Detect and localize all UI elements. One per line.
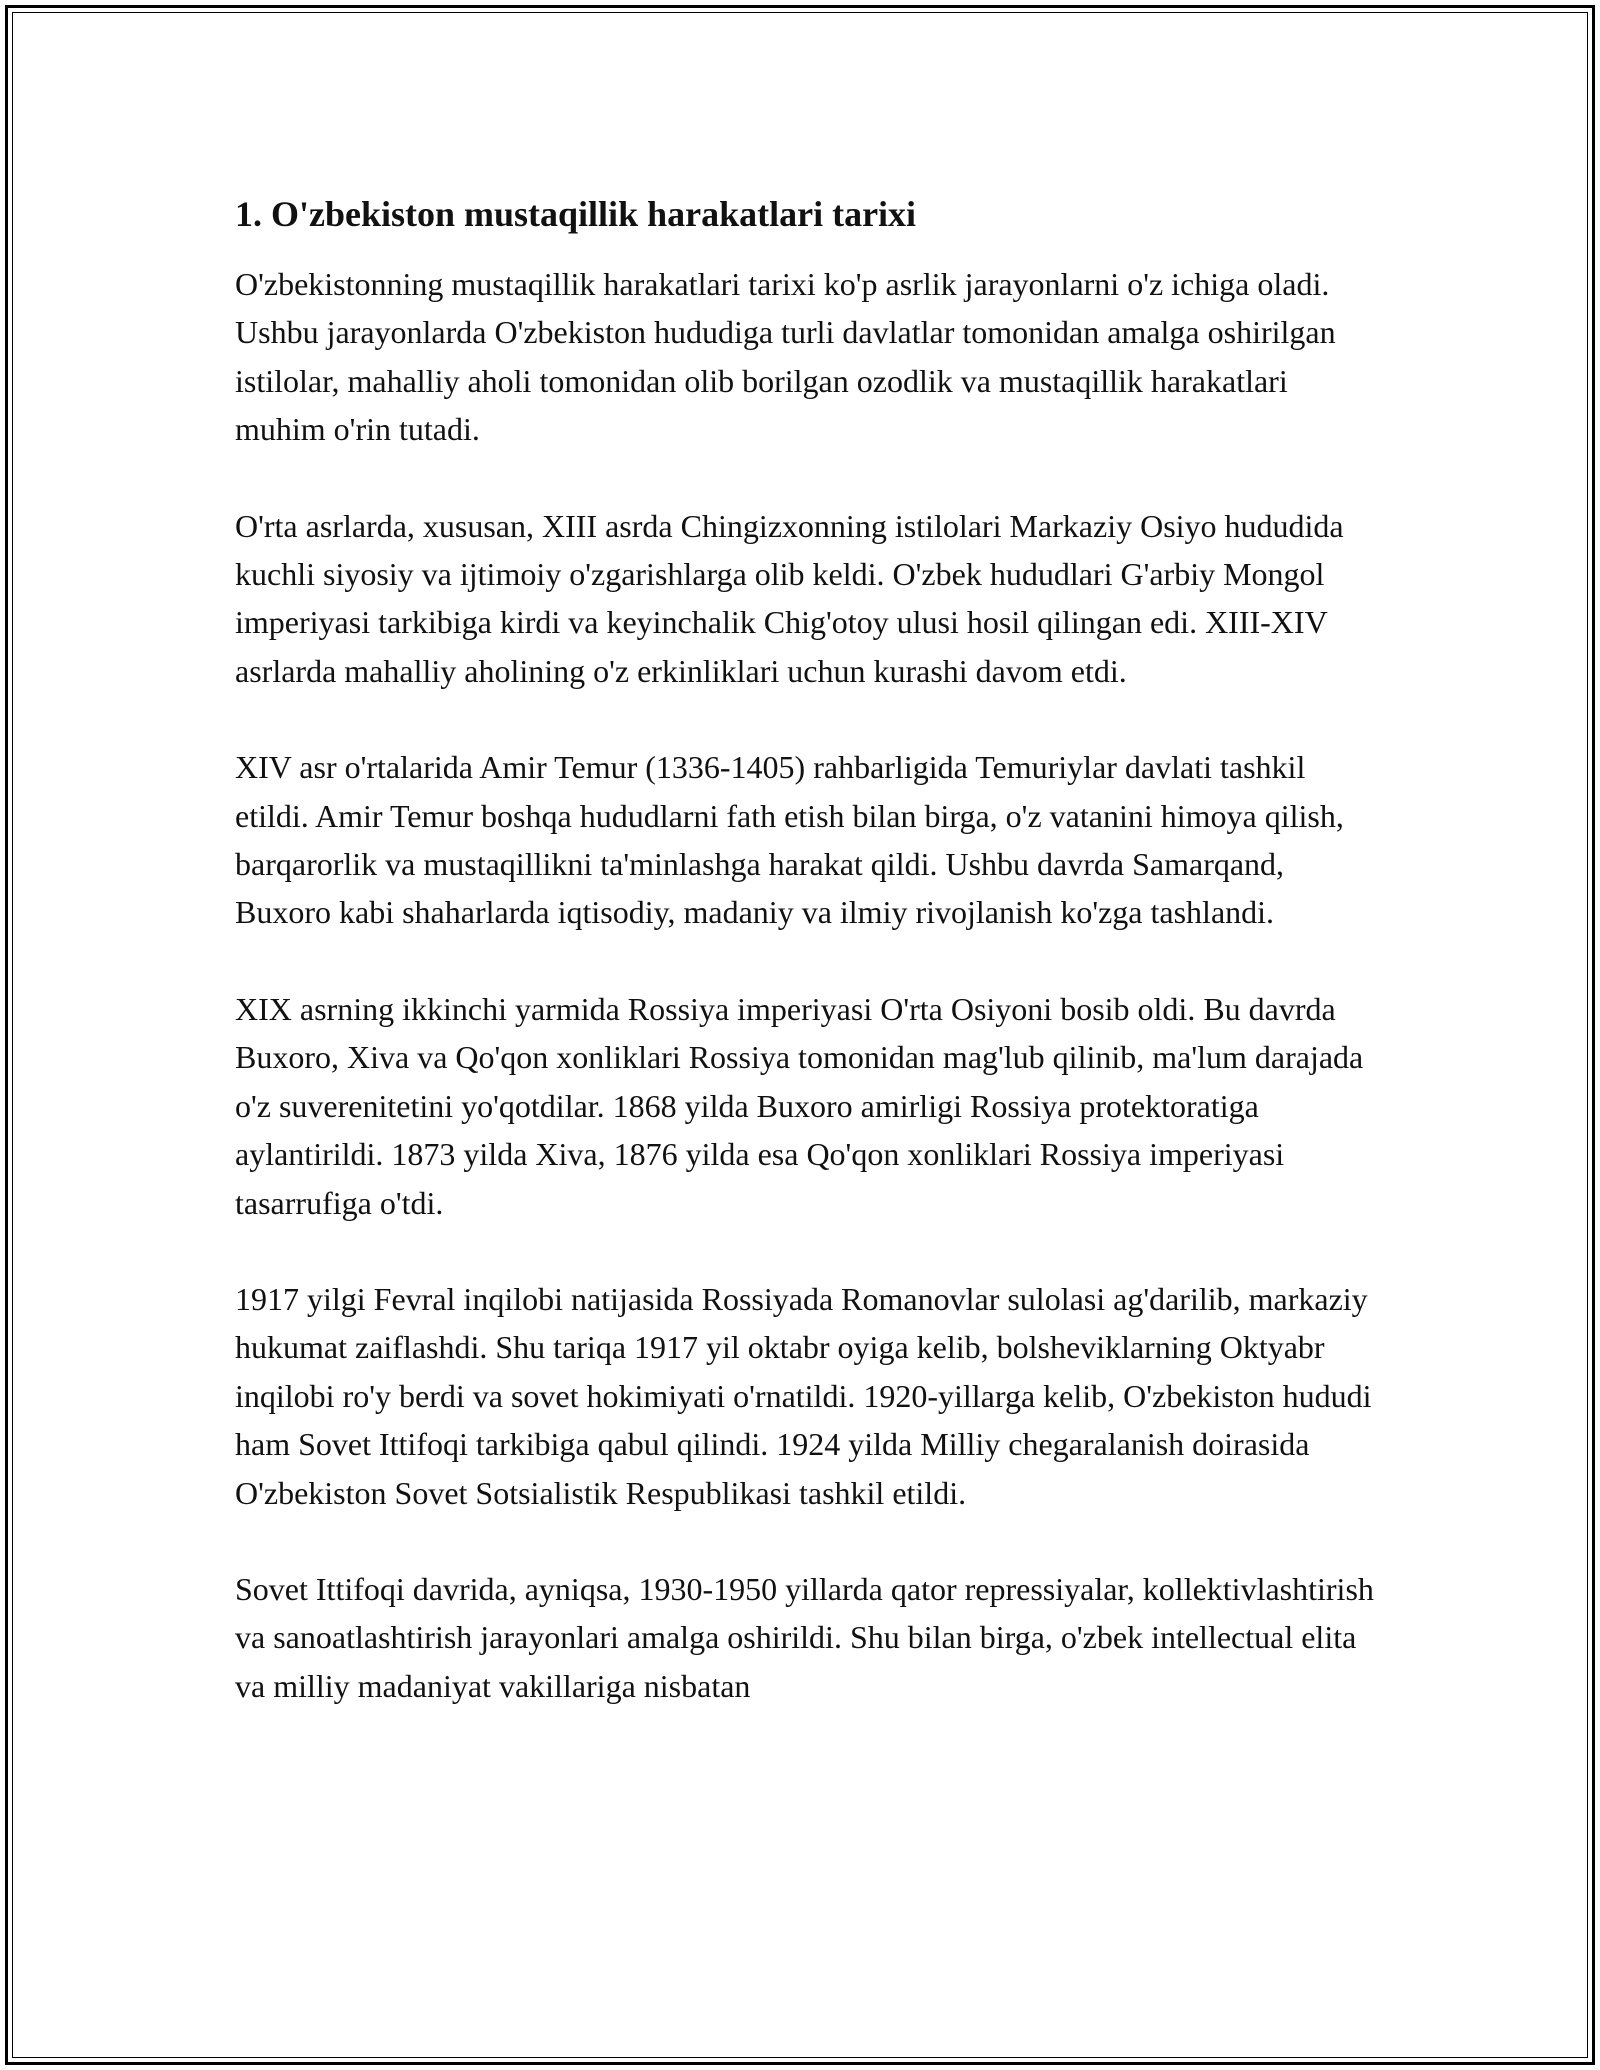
paragraph-6: Sovet Ittifoqi davrida, ayniqsa, 1930-1950 yillarda qator repressiyalar, kollektivlashtirish va sanoatlashtirish jarayonlari amalga oshirildi. Shu bilan birga, o'zbek intellectual elita va milliy madaniyat vakillariga nisbatan [235,1570,1374,1704]
document-body [235,188,1375,1758]
paragraph-3: XIV asr o'rtalarida Amir Temur (1336-1405) rahbarligida Temuriylar davlati tashkil etildi. Amir Temur boshqa hududlarni fath etish bilan birga, o'z vatanini himoya qilish, barqarorlik va mustaqillikni ta'minlashga harakat qildi. Ushbu davrda Samarqand, Buxoro kabi shaharlarda iqtisodiy, madaniy va ilmiy rivojlanish ko'zga tashlandi. [235,749,1344,931]
paragraph-2: O'rta asrlarda, xususan, XIII asrda Chingizxonning istilolari Markaziy Osiyo hududida kuchli siyosiy va ijtimoiy o'zgarishlarga olib keldi. O'zbek hududlari G'arbiy Mongol imperiyasi tarkibiga kirdi va keyinchalik Chig'otoy ulusi hosil qilingan edi. XIII-XIV asrlarda mahalliy aholining o'z erkinliklari uchun kurashi davom etdi. [235,507,1344,689]
section-title: 1. O'zbekiston mustaqillik harakatlari tarixi [235,194,917,234]
paragraph-5: 1917 yilgi Fevral inqilobi natijasida Rossiyada Romanovlar sulolasi ag'darilib, markaziy hukumat zaiflashdi. Shu tariqa 1917 yil oktabr oyiga kelib, bolsheviklarning Oktyabr inqilobi ro'y berdi va sovet hokimiyati o'rnatildi. 1920-yillarga kelib, O'zbekiston hududi ham Sovet Ittifoqi tarkibiga qabul qilindi. 1924 yilda Milliy chegaralanish doirasida O'zbekiston Sovet Sotsialistik Respublikasi tashkil etildi. [235,1280,1372,1511]
paragraph-4: XIX asrning ikkinchi yarmida Rossiya imperiyasi O'rta Osiyoni bosib oldi. Bu davrda Buxoro, Xiva va Qo'qon xonliklari Rossiya tomonidan mag'lub qilinib, ma'lum darajada o'z suverenitetini yo'qotdilar. 1868 yilda Buxoro amirligi Rossiya protektoratiga aylantirildi. 1873 yilda Xiva, 1876 yilda esa Qo'qon xonliklari Rossiya imperiyasi tasarrufiga o'tdi. [235,990,1364,1221]
paragraph-1: O'zbekistonning mustaqillik harakatlari tarixi ko'p asrlik jarayonlarni o'z ichiga oladi. Ushbu jarayonlarda O'zbekiston hududiga turli davlatlar tomonidan amalga oshirilgan istilolar, mahalliy aholi tomonidan olib borilgan ozodlik va mustaqillik harakatlari muhim o'rin tutadi. [235,266,1336,448]
